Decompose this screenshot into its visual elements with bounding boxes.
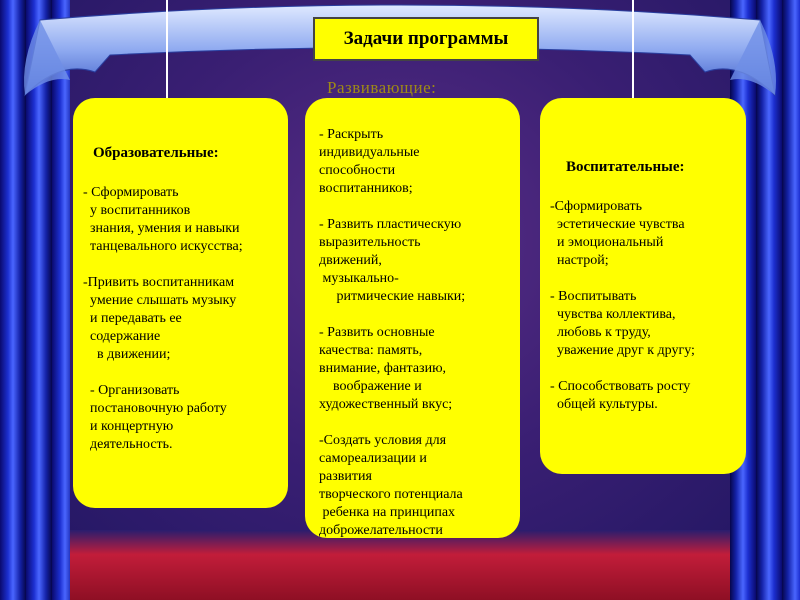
card-text-line: и передавать ее — [83, 311, 182, 326]
card-text-line: ребенка на принципах — [319, 505, 456, 520]
card-text-line: чувства коллектива, — [550, 307, 676, 322]
card-text-line: - Сформировать — [83, 185, 179, 200]
card-text-line: воспитанников; — [319, 181, 413, 196]
card-text-line: настрой; — [550, 253, 609, 268]
card-text-line: и концертную — [83, 419, 174, 434]
card-text-line — [83, 256, 278, 274]
card-text-line — [319, 414, 510, 432]
card-text-line: умение слышать музыку — [83, 293, 237, 308]
card-text-line: художественный вкус; — [319, 397, 453, 412]
page-title: Задачи программы — [313, 17, 539, 61]
card-text-line — [83, 364, 278, 382]
card-text-line: доброжелательности — [319, 523, 443, 538]
card-text-line: уважение друг к другу; — [550, 343, 695, 358]
card-text-line: эстетические чувства — [550, 217, 685, 232]
card-text-line: творческого потенциала — [319, 487, 463, 502]
card-text-line — [319, 198, 510, 216]
card-text-line: - Развить основные — [319, 325, 435, 340]
card-text-line: в движении; — [83, 347, 171, 362]
card-text-line: индивидуальные — [319, 145, 420, 160]
card-text-line: постановочную работу — [83, 401, 227, 416]
card-text-line: -Создать условия для — [319, 433, 447, 448]
card-text-line: общей культуры. — [550, 397, 658, 412]
card-text-line: выразительность — [319, 235, 421, 250]
card-text-line: - Воспитывать — [550, 289, 637, 304]
card-text-line: - Способствовать росту — [550, 379, 691, 394]
card-text-line: способности — [319, 163, 396, 178]
card-text-line: внимание, фантазию, — [319, 361, 447, 376]
ghost-label: Развивающие: — [327, 78, 437, 97]
card-educational — [73, 98, 288, 508]
card-developmental — [305, 98, 520, 538]
stage-floor — [0, 530, 800, 600]
card-text-line: воображение и — [319, 379, 422, 394]
card-upbringing — [540, 98, 746, 474]
card-text-line: -Сформировать — [550, 199, 642, 214]
card-text-line: самореализации и — [319, 451, 427, 466]
card-text-line: качества: память, — [319, 343, 423, 358]
card-text-line: у воспитанников — [83, 203, 191, 218]
card-text-line — [550, 360, 738, 378]
card-text-line: знания, умения и навыки — [83, 221, 240, 236]
card-heading: Воспитательные: — [566, 159, 685, 175]
card-text-line: -Привить воспитанникам — [83, 275, 235, 290]
card-text-line: - Развить пластическую — [319, 217, 462, 232]
card-text-line: - Организовать — [83, 383, 180, 398]
card-text-line: движений, — [319, 253, 382, 268]
card-text-line: деятельность. — [83, 437, 173, 452]
card-text-line: танцевального искусства; — [83, 239, 243, 254]
card-text-line: развития — [319, 469, 372, 484]
card-text-line: музыкально- — [319, 271, 399, 286]
card-text-line: ритмические навыки; — [319, 289, 466, 304]
card-text-line: любовь к труду, — [550, 325, 651, 340]
card-heading: Образовательные: — [93, 145, 219, 161]
card-text-line — [550, 270, 738, 288]
card-text-line: содержание — [83, 329, 161, 344]
card-text-line: - Раскрыть — [319, 127, 384, 142]
card-text-line: и эмоциональный — [550, 235, 664, 250]
card-text-line — [319, 306, 510, 324]
